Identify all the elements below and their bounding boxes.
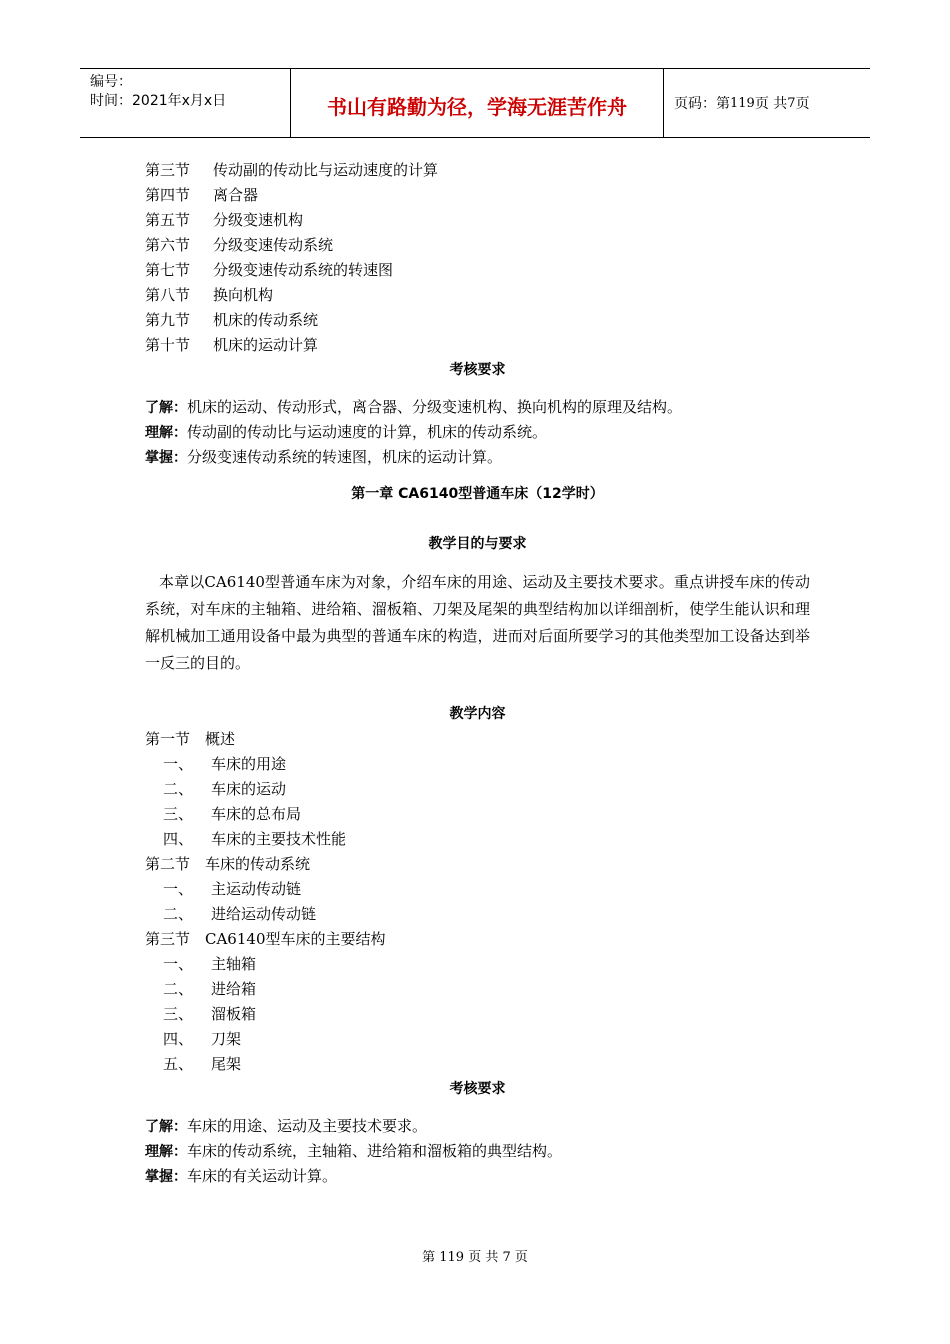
time-label: 时间：2021年x月x日 <box>90 93 227 109</box>
toc-section-number: 第七节 <box>145 261 191 279</box>
section-heading <box>145 727 810 752</box>
item-number: 二、 <box>163 980 194 998</box>
page-number: 119 <box>730 95 755 111</box>
item-number: 二、 <box>163 905 194 923</box>
master-text: 分级变速传动系统的转速图，机床的运动计算。 <box>187 448 503 466</box>
toc-section-title: 分级变速机构 <box>213 211 304 229</box>
comprehend-text: 传动副的传动比与运动速度的计算，机床的传动系统。 <box>187 423 548 441</box>
toc-line <box>145 283 810 308</box>
item-number: 五、 <box>163 1055 194 1073</box>
header-left-cell <box>80 69 291 137</box>
understand-text: 车床的用途、运动及主要技术要求。 <box>187 1117 428 1135</box>
toc-line <box>145 333 810 358</box>
toc-section-number: 第六节 <box>145 236 191 254</box>
section-item <box>145 802 810 827</box>
toc-section-title: 分级变速传动系统 <box>213 236 334 254</box>
section-title: 车床的传动系统 <box>205 855 311 873</box>
section-item <box>145 952 810 977</box>
page-suffix: 页 共 <box>754 96 788 112</box>
section-item <box>145 777 810 802</box>
section-item <box>145 877 810 902</box>
content-heading: 教学内容 <box>449 706 506 722</box>
toc-section-number: 第十节 <box>145 336 191 354</box>
toc-section-number: 第九节 <box>145 311 191 329</box>
understand-line-1 <box>145 395 810 420</box>
toc-section-title: 分级变速传动系统的转速图 <box>213 261 394 279</box>
item-number: 三、 <box>163 805 194 823</box>
section-number: 第一节 <box>145 730 191 748</box>
item-text: 尾架 <box>211 1055 242 1073</box>
item-text: 刀架 <box>211 1030 242 1048</box>
section-item <box>145 827 810 852</box>
understand-line-2 <box>145 1114 810 1139</box>
understand-label: 了解： <box>145 400 187 416</box>
chapter-sections <box>145 727 810 1077</box>
toc-section-title: 离合器 <box>213 186 259 204</box>
master-label: 掌握： <box>145 1169 187 1185</box>
comprehend-text: 车床的传动系统，主轴箱、进给箱和溜板箱的典型结构。 <box>187 1142 563 1160</box>
page-prefix: 页码：第 <box>674 96 730 112</box>
comprehend-label: 理解： <box>145 1144 187 1160</box>
toc-section-number: 第三节 <box>145 161 191 179</box>
section-item <box>145 752 810 777</box>
item-number: 一、 <box>163 955 194 973</box>
toc-section-number: 第八节 <box>145 286 191 304</box>
toc-line <box>145 158 810 183</box>
toc-line <box>145 258 810 283</box>
toc-line <box>145 208 810 233</box>
page-end: 页 <box>795 96 810 112</box>
toc-section-title: 机床的运动计算 <box>213 336 319 354</box>
assessment-heading-1: 考核要求 <box>449 362 506 378</box>
header-page-info <box>664 69 870 137</box>
section-heading <box>145 927 810 952</box>
section-item <box>145 1052 810 1077</box>
toc-section-number: 第四节 <box>145 186 191 204</box>
item-text: 车床的运动 <box>211 780 287 798</box>
header-motto: 书山有路勤为径，学海无涯苦作舟 <box>291 69 664 137</box>
comprehend-line-1 <box>145 420 810 445</box>
header-table <box>80 68 870 138</box>
item-text: 车床的用途 <box>211 755 287 773</box>
comprehend-label: 理解： <box>145 425 187 441</box>
toc-section-title: 换向机构 <box>213 286 274 304</box>
master-label: 掌握： <box>145 450 187 466</box>
page-footer: 第 119 页 共 7 页 <box>422 1250 528 1265</box>
toc-section-title: 传动副的传动比与运动速度的计算 <box>213 161 439 179</box>
comprehend-line-2 <box>145 1139 810 1164</box>
main-content <box>145 158 810 1189</box>
understand-label: 了解： <box>145 1119 187 1135</box>
item-number: 四、 <box>163 1030 194 1048</box>
toc-line <box>145 308 810 333</box>
understand-text: 机床的运动、传动形式，离合器、分级变速机构、换向机构的原理及结构。 <box>187 398 683 416</box>
toc-line <box>145 233 810 258</box>
code-label: 编号： <box>90 74 132 90</box>
section-number: 第二节 <box>145 855 191 873</box>
section-item <box>145 1002 810 1027</box>
master-text: 车床的有关运动计算。 <box>187 1167 338 1185</box>
section-number: 第三节 <box>145 930 191 948</box>
item-text: 车床的主要技术性能 <box>211 830 347 848</box>
section-item <box>145 977 810 1002</box>
item-text: 主轴箱 <box>211 955 257 973</box>
assessment-heading-2: 考核要求 <box>449 1081 506 1097</box>
master-line-1 <box>145 445 810 470</box>
toc-section-number: 第五节 <box>145 211 191 229</box>
item-text: 进给箱 <box>211 980 257 998</box>
item-text: 车床的总布局 <box>211 805 302 823</box>
item-number: 二、 <box>163 780 194 798</box>
item-text: 主运动传动链 <box>211 880 302 898</box>
master-line-2 <box>145 1164 810 1189</box>
section-item <box>145 1027 810 1052</box>
goals-heading: 教学目的与要求 <box>428 536 527 552</box>
previous-chapter-toc <box>145 158 810 358</box>
item-number: 三、 <box>163 1005 194 1023</box>
toc-section-title: 机床的传动系统 <box>213 311 319 329</box>
section-item <box>145 902 810 927</box>
item-text: 进给运动传动链 <box>211 905 317 923</box>
toc-line <box>145 183 810 208</box>
item-text: 溜板箱 <box>211 1005 257 1023</box>
goals-paragraph: 本章以CA6140型普通车床为对象，介绍车床的用途、运动及主要技术要求。重点讲授车床的传动系统，对车床的主轴箱、进给箱、溜板箱、刀架及尾架的典型结构加以详细剖析，使学生能认识和理解机械加工通用设备中最为典型的普通车床的构造，进而对后面所要学习的其他类型加工设备达到举一反三的目的。 <box>145 573 810 672</box>
chapter-title: 第一章 CA6140型普通车床（12学时） <box>351 486 604 502</box>
item-number: 一、 <box>163 755 194 773</box>
item-number: 一、 <box>163 880 194 898</box>
item-number: 四、 <box>163 830 194 848</box>
section-title: CA6140型车床的主要结构 <box>205 930 386 948</box>
section-title: 概述 <box>205 730 236 748</box>
section-heading <box>145 852 810 877</box>
page-total: 7 <box>787 95 796 111</box>
